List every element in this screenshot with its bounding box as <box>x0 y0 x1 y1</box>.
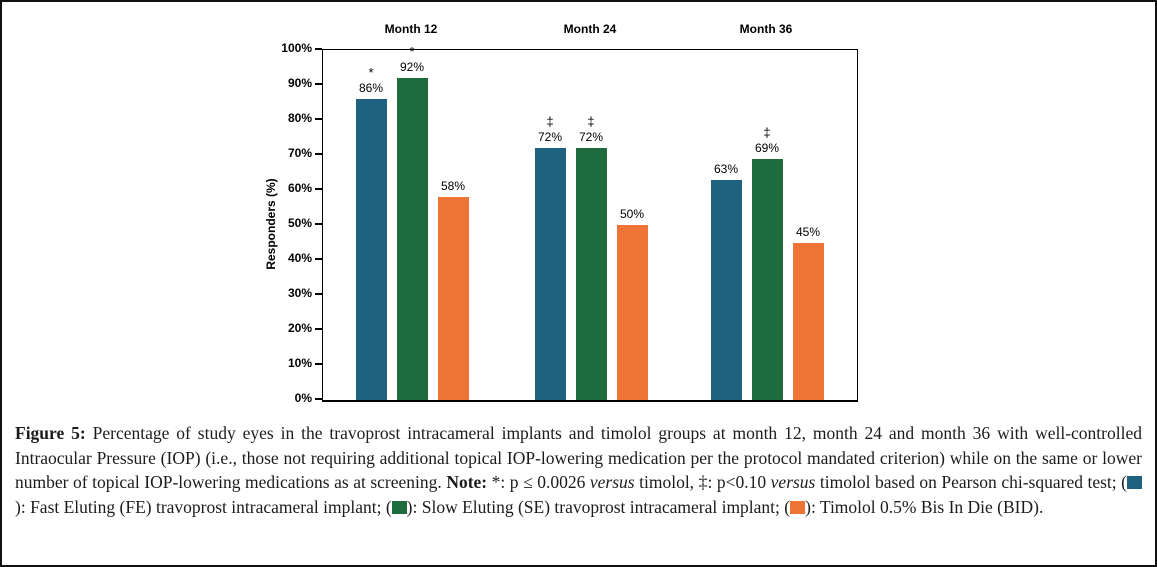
significance-mark-se-month-36: ‡ <box>763 124 771 140</box>
caption-segment-4: versus <box>589 472 635 493</box>
bar-value-fe-month-24: 72% <box>537 130 563 144</box>
bar-bid-month-12 <box>438 197 469 400</box>
bar-value-fe-month-12: 86% <box>358 81 384 95</box>
y-tick-label-60: 60% <box>287 181 312 195</box>
y-tick-mark-90 <box>315 83 322 85</box>
caption-segment-5: timolol, ‡: p<0.10 <box>634 472 771 493</box>
y-tick-label-0: 0% <box>294 391 312 405</box>
significance-mark-fe-month-12: * <box>368 65 374 80</box>
y-tick-mark-20 <box>315 328 322 330</box>
caption-segment-1: Percentage of study eyes in the travoprost intracameral implants and timolol groups at month 12, month 24 and month 36 with well-controlled Intraocular Pressure (IOP) (i.e., those not requiring additional topical IOP-lowering medication per the protocol mandated criterion) while on the same or lower number of topical IOP-lowering medications as at screening. <box>15 423 1142 493</box>
legend-swatch-fe <box>1127 476 1142 489</box>
bar-value-fe-month-36: 63% <box>713 161 739 176</box>
bar-value-bid-month-24: 50% <box>619 207 645 221</box>
y-tick-label-40: 40% <box>287 251 312 265</box>
y-tick-mark-50 <box>315 223 322 225</box>
bar-se-month-12 <box>397 78 428 400</box>
y-tick-label-90: 90% <box>287 76 312 90</box>
significance-mark-fe-month-24: ‡ <box>546 114 554 129</box>
category-label-month-24: Month 24 <box>563 22 617 36</box>
plot-area <box>322 44 858 402</box>
y-tick-mark-60 <box>315 188 322 190</box>
y-tick-label-100: 100% <box>281 41 312 55</box>
bar-chart <box>2 2 1157 422</box>
bar-fe-month-12 <box>356 99 387 400</box>
bar-fe-month-24 <box>535 148 566 400</box>
caption-segment-11: ): Slow Eluting (SE) travoprost intracameral implant; ( <box>406 496 791 517</box>
category-label-month-36: Month 36 <box>739 22 793 36</box>
caption-segment-0: Figure 5: <box>15 423 93 443</box>
y-tick-mark-70 <box>315 153 322 155</box>
y-tick-label-80: 80% <box>287 111 312 125</box>
bar-fe-month-36 <box>711 180 742 401</box>
caption-segment-9: ): Fast Eluting (FE) travoprost intracameral implant; ( <box>15 496 392 517</box>
caption-segment-13: ): Timolol 0.5% Bis In Die (BID). <box>805 496 1044 517</box>
bar-bid-month-36 <box>793 243 824 401</box>
bar-se-month-24 <box>576 148 607 400</box>
significance-mark-se-month-24: ‡ <box>587 114 595 129</box>
y-tick-label-70: 70% <box>287 146 312 160</box>
bar-value-bid-month-36: 45% <box>795 224 821 239</box>
bar-value-se-month-12: 92% <box>399 60 425 74</box>
y-tick-label-30: 30% <box>287 286 312 300</box>
caption-segment-2: Note: <box>446 472 492 493</box>
legend-swatch-se <box>392 501 407 514</box>
caption-segment-7: timolol based on Pearson chi-squared test; ( <box>815 472 1128 493</box>
significance-mark-se-month-12: * <box>409 44 415 59</box>
y-tick-mark-10 <box>315 363 322 365</box>
bar-value-se-month-36: 69% <box>754 140 780 155</box>
y-tick-mark-80 <box>315 118 322 120</box>
bar-se-month-36 <box>752 159 783 401</box>
caption-segment-3: *: p ≤ 0.0026 <box>491 472 590 493</box>
y-tick-mark-30 <box>315 293 322 295</box>
y-tick-mark-0 <box>315 398 322 400</box>
caption-segment-6: versus <box>770 472 816 493</box>
y-axis-title: Responders (%) <box>264 178 278 270</box>
y-tick-mark-40 <box>315 258 322 260</box>
bar-bid-month-24 <box>617 225 648 400</box>
y-tick-label-10: 10% <box>287 356 312 370</box>
bar-value-bid-month-12: 58% <box>440 179 466 193</box>
legend-swatch-bid <box>790 501 805 514</box>
category-label-month-12: Month 12 <box>384 22 438 36</box>
y-tick-label-20: 20% <box>287 321 312 335</box>
y-tick-label-50: 50% <box>287 216 312 230</box>
figure-caption <box>15 421 1142 519</box>
bar-value-se-month-24: 72% <box>578 130 604 144</box>
y-tick-mark-100 <box>315 48 322 50</box>
